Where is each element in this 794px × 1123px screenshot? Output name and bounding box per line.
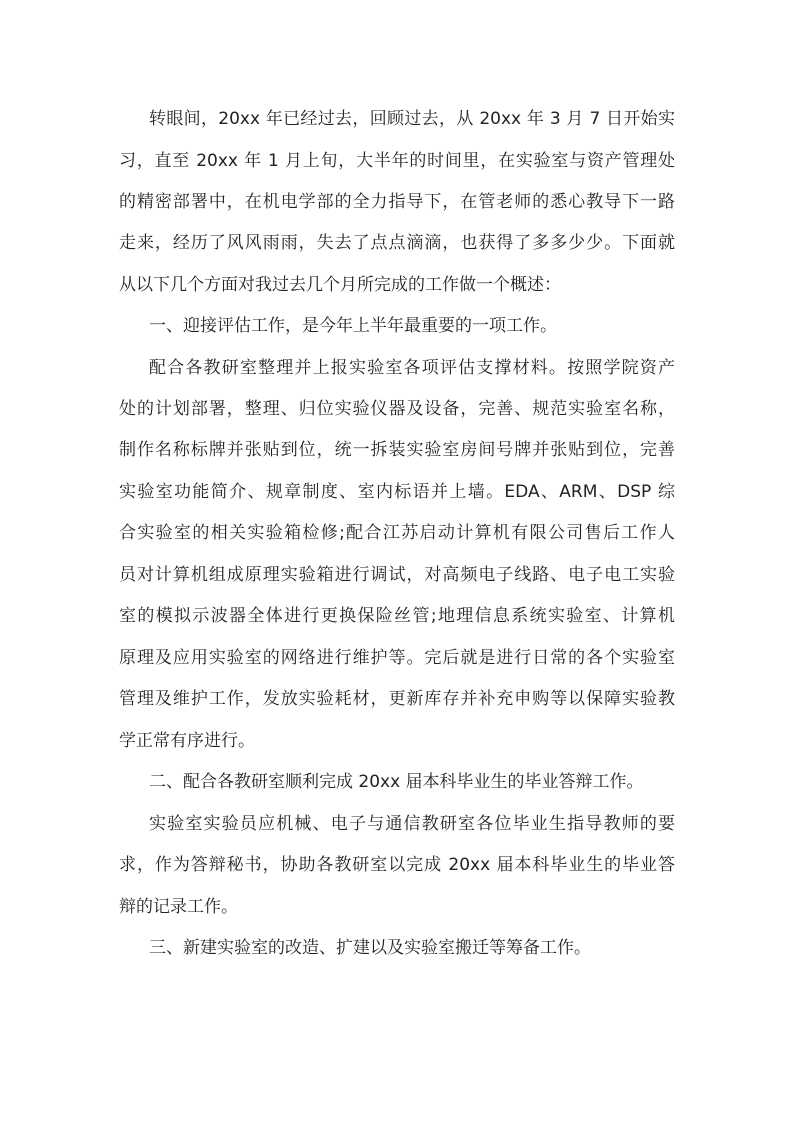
paragraph-2-line-9: 管理及维护工作，发放实验耗材，更新库存并补充申购等以保障实验教	[119, 689, 675, 709]
paragraph-2-line-3: 制作名称标牌并张贴到位，统一拆装实验室房间号牌并张贴到位，完善	[119, 440, 675, 460]
paragraph-2-line-1: 配合各教研室整理并上报实验室各项评估支撑材料。按照学院资产	[149, 358, 675, 378]
paragraph-1-line-3: 的精密部署中，在机电学部的全力指导下，在管老师的悉心教导下一路	[119, 192, 675, 212]
paragraph-2-line-7: 室的模拟示波器全体进行更换保险丝管;地理信息系统实验室、计算机	[119, 606, 675, 626]
paragraph-2-line-8: 原理及应用实验室的网络进行维护等。完后就是进行日常的各个实验室	[119, 648, 675, 668]
paragraph-3-line-1: 实验室实验员应机械、电子与通信教研室各位毕业生指导教师的要	[149, 814, 675, 834]
paragraph-3-line-3: 辩的记录工作。	[119, 897, 238, 917]
section-heading-2: 二、配合各教研室顺利完成 20xx 届本科毕业生的毕业答辩工作。	[149, 772, 644, 792]
paragraph-2-line-5: 合实验室的相关实验箱检修;配合江苏启动计算机有限公司售后工作人	[119, 523, 675, 543]
section-heading-1: 一、迎接评估工作，是今年上半年最重要的一项工作。	[149, 316, 557, 336]
paragraph-2-line-10: 学正常有序进行。	[119, 731, 255, 751]
paragraph-3-line-2: 求，作为答辩秘书，协助各教研室以完成 20xx 届本科毕业生的毕业答	[119, 855, 675, 875]
section-heading-3: 三、新建实验室的改造、扩建以及实验室搬迁等筹备工作。	[149, 938, 591, 958]
paragraph-1-line-1: 转眼间，20xx 年已经过去，回顾过去，从 20xx 年 3 月 7 日开始实	[149, 109, 675, 129]
paragraph-1-line-4: 走来，经历了风风雨雨，失去了点点滴滴，也获得了多多少少。下面就	[119, 233, 675, 253]
paragraph-1-line-2: 习，直至 20xx 年 1 月上旬，大半年的时间里，在实验室与资产管理处	[119, 151, 675, 171]
paragraph-2-line-2: 处的计划部署，整理、归位实验仪器及设备，完善、规范实验室名称，	[119, 399, 675, 419]
paragraph-2-line-4: 实验室功能简介、规章制度、室内标语并上墙。EDA、ARM、DSP 综	[119, 482, 675, 502]
paragraph-1-line-5: 从以下几个方面对我过去几个月所完成的工作做一个概述：	[119, 275, 561, 295]
paragraph-2-line-6: 员对计算机组成原理实验箱进行调试，对高频电子线路、电子电工实验	[119, 565, 675, 585]
